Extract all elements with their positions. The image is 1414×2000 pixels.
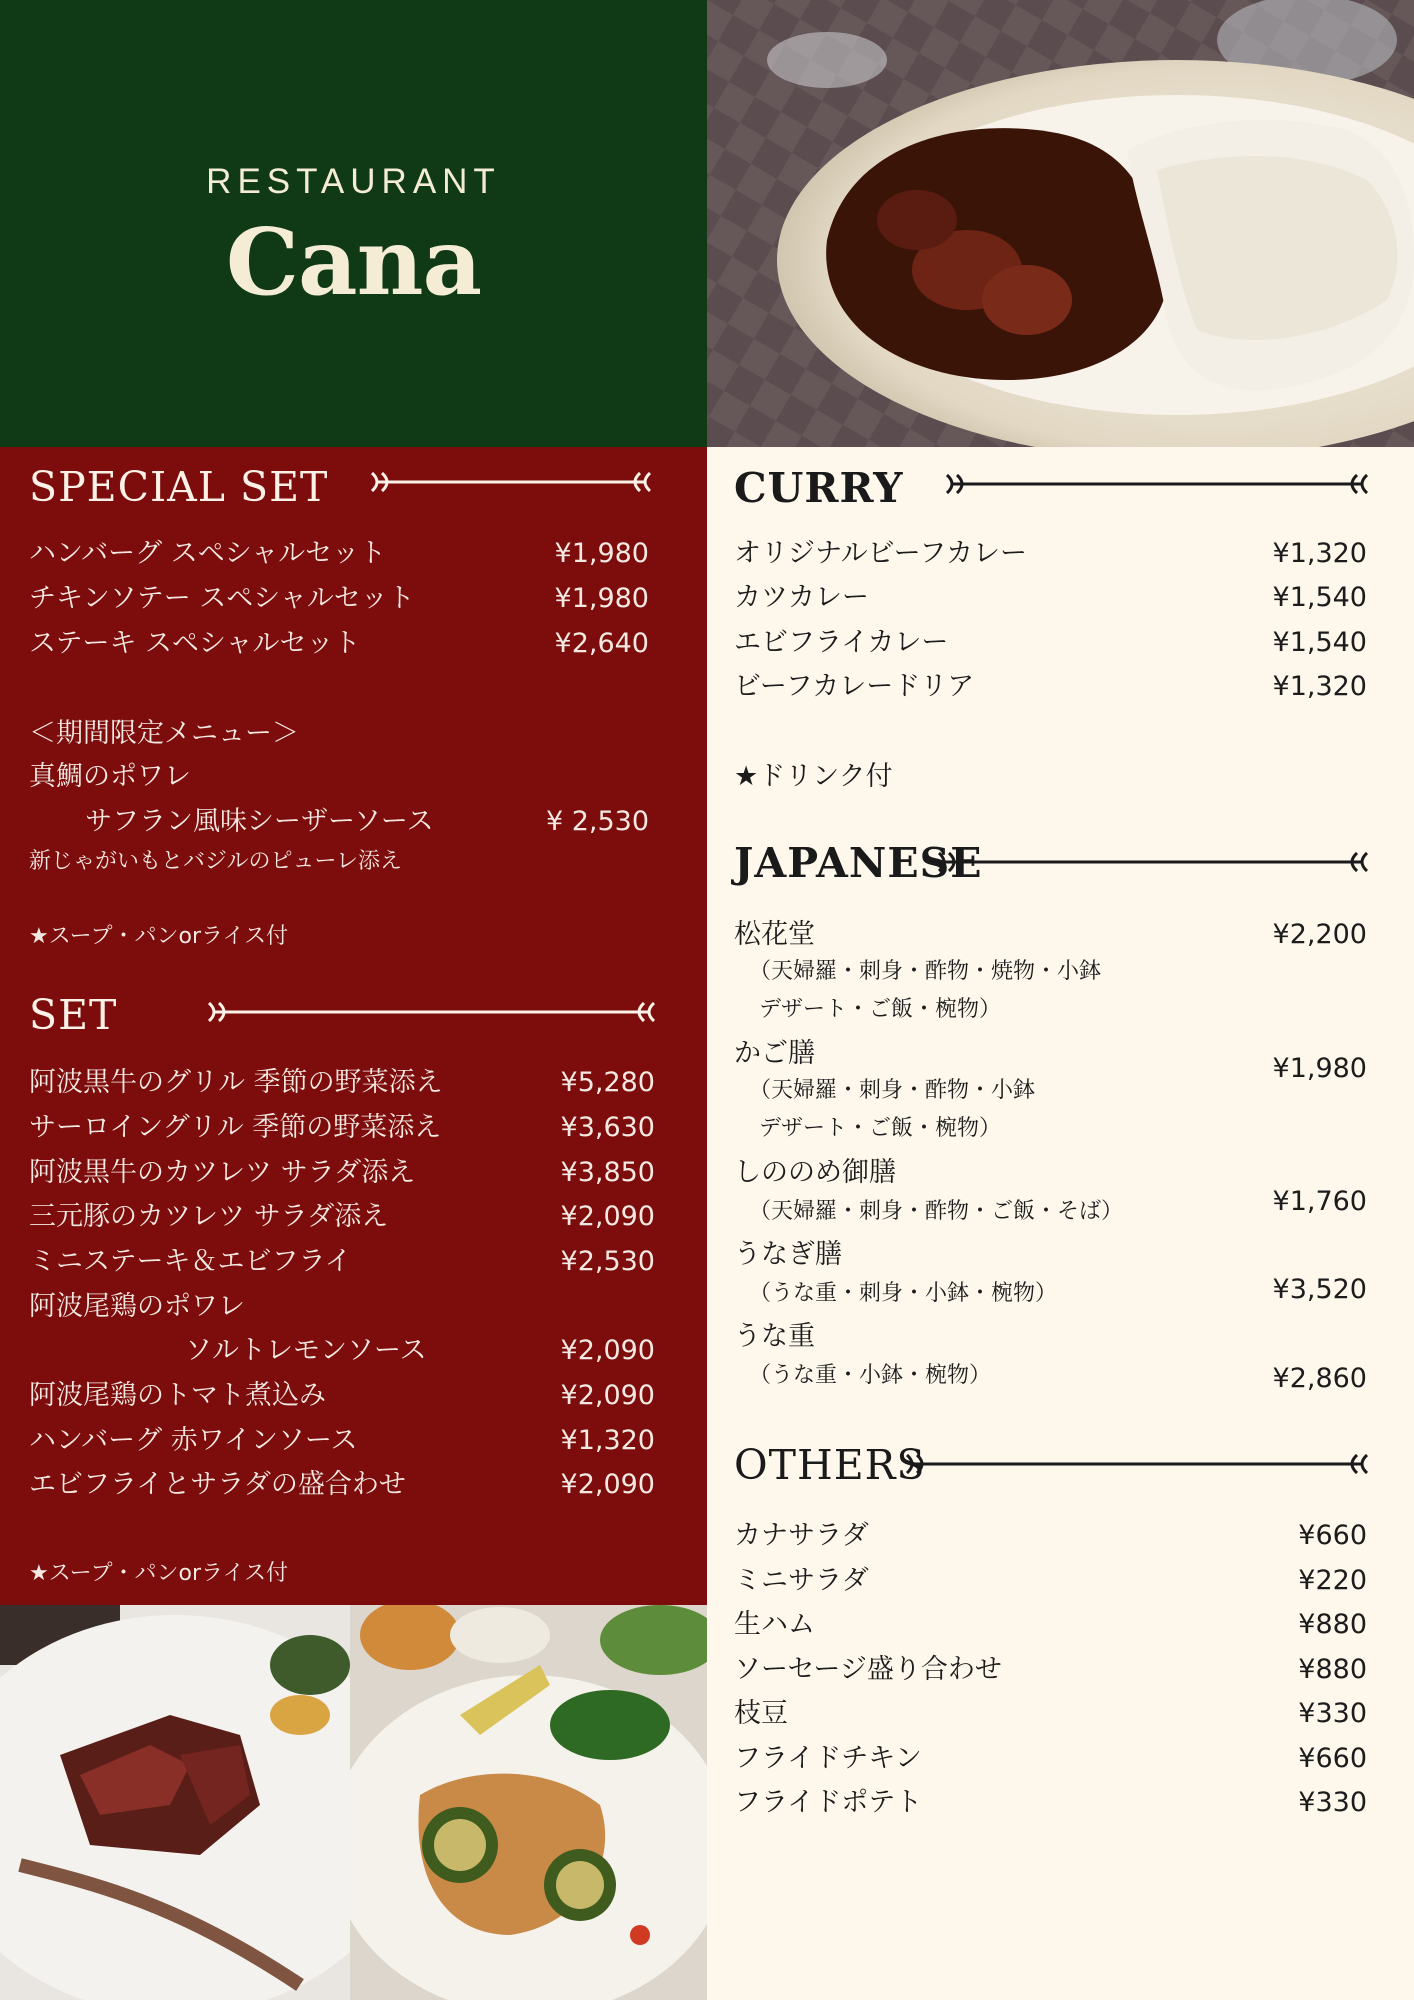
set-item-name: 三元豚のカツレツ サラダ添え: [29, 1201, 389, 1232]
japanese-item-price: ¥1,760: [1272, 1186, 1367, 1217]
others-item-name: ミニサラダ: [734, 1565, 869, 1596]
curry-item-price: ¥1,540: [1272, 582, 1367, 613]
limited-menu-name: 真鯛のポワレ: [29, 761, 191, 792]
curry-item-name: エビフライカレー: [734, 627, 949, 658]
japanese-item-price: ¥2,860: [1272, 1363, 1367, 1394]
set-item-price: ¥3,850: [560, 1157, 655, 1188]
others-item-price: ¥330: [1298, 1698, 1367, 1729]
curry-item-name: カツカレー: [734, 582, 869, 613]
set-flourish: [205, 995, 658, 1029]
japanese-item-name: かご膳: [734, 1038, 815, 1069]
others-item-name: 生ハム: [734, 1609, 815, 1640]
others-item-price: ¥880: [1298, 1654, 1367, 1685]
set-item-price: ¥2,090: [560, 1469, 655, 1500]
special-item-price: ¥1,980: [554, 583, 649, 614]
curry-item-name: オリジナルビーフカレー: [734, 538, 1027, 569]
japanese-item-price: ¥3,520: [1272, 1274, 1367, 1305]
others-item-price: ¥330: [1298, 1787, 1367, 1818]
japanese-item-description: （うな重・刺身・小鉢・椀物）: [749, 1281, 1058, 1306]
set-item-name: 阿波黒牛のカツレツ サラダ添え: [29, 1157, 416, 1188]
special-item-name: ステーキ スペシャルセット: [29, 628, 361, 659]
japanese-item-description: （天婦羅・刺身・酢物・小鉢: [749, 1078, 1036, 1103]
special-set-note: ★スープ・パンorライス付: [29, 924, 289, 949]
set-note: ★スープ・パンorライス付: [29, 1561, 289, 1586]
others-item-price: ¥660: [1298, 1520, 1367, 1551]
steak-photo: [0, 1605, 350, 2000]
japanese-item-name: 松花堂: [734, 919, 815, 950]
others-item-name: 枝豆: [734, 1698, 788, 1729]
others-item-price: ¥220: [1298, 1565, 1367, 1596]
set-item-price: ¥3,630: [560, 1112, 655, 1143]
special-set-flourish: [368, 465, 654, 499]
brand-logo-name: Cana: [225, 208, 482, 316]
japanese-item-price: ¥2,200: [1272, 919, 1367, 950]
japanese-item-name: うなぎ膳: [734, 1239, 842, 1270]
set-item-name: ハンバーグ 赤ワインソース: [29, 1425, 358, 1456]
japanese-item-name: しののめ御膳: [734, 1157, 896, 1188]
japanese-item-name: うな重: [734, 1321, 815, 1352]
set-item-name: ミニステーキ＆エビフライ: [29, 1246, 352, 1277]
set-item-sauce: ソルトレモンソース: [185, 1335, 427, 1366]
set-item-price: ¥2,090: [560, 1335, 655, 1366]
japanese-item-price: ¥1,980: [1272, 1053, 1367, 1084]
japanese-item-description: デザート・ご飯・椀物）: [759, 997, 1002, 1022]
set-item-name: エビフライとサラダの盛合わせ: [29, 1469, 406, 1500]
special-item-price: ¥2,640: [554, 628, 649, 659]
set-item-name: 阿波黒牛のグリル 季節の野菜添え: [29, 1067, 443, 1098]
special-item-name: チキンソテー スペシャルセット: [29, 583, 415, 614]
special-set-title: SPECIAL SET: [29, 463, 329, 511]
others-item-price: ¥880: [1298, 1609, 1367, 1640]
limited-menu-heading: ＜期間限定メニュー＞: [29, 718, 299, 749]
curry-flourish: [943, 467, 1371, 501]
set-item-price: ¥2,090: [560, 1201, 655, 1232]
set-item-price: ¥5,280: [560, 1067, 655, 1098]
curry-item-name: ビーフカレードリア: [734, 671, 975, 702]
special-item-price: ¥1,980: [554, 538, 649, 569]
japanese-title: JAPANESE: [734, 839, 983, 887]
set-item-name: 阿波尾鶏のポワレ: [29, 1291, 245, 1322]
set-item-price: ¥1,320: [560, 1425, 655, 1456]
set-item-name: サーロイングリル 季節の野菜添え: [29, 1112, 442, 1143]
brand-subtitle: RESTAURANT: [206, 162, 501, 201]
others-item-name: ソーセージ盛り合わせ: [734, 1654, 1002, 1685]
japanese-item-description: （天婦羅・刺身・酢物・焼物・小鉢: [749, 959, 1102, 984]
curry-item-price: ¥1,540: [1272, 627, 1367, 658]
others-item-name: フライドポテト: [734, 1787, 923, 1818]
japanese-flourish: [935, 845, 1371, 879]
chicken-photo: [350, 1605, 707, 2000]
curry-title: CURRY: [734, 464, 904, 512]
japanese-item-description: （天婦羅・刺身・酢物・ご飯・そば）: [749, 1199, 1124, 1224]
others-item-price: ¥660: [1298, 1743, 1367, 1774]
others-title: OTHERS: [734, 1441, 926, 1489]
set-item-name: 阿波尾鶏のトマト煮込み: [29, 1380, 326, 1411]
limited-menu-sauce: サフラン風味シーザーソース: [85, 806, 434, 837]
set-item-price: ¥2,530: [560, 1246, 655, 1277]
left-menu-panel: [0, 447, 707, 1605]
others-item-name: カナサラダ: [734, 1520, 869, 1551]
others-item-name: フライドチキン: [734, 1743, 922, 1774]
curry-item-price: ¥1,320: [1272, 538, 1367, 569]
special-item-name: ハンバーグ スペシャルセット: [29, 538, 387, 569]
others-flourish: [903, 1447, 1371, 1481]
curry-item-price: ¥1,320: [1272, 671, 1367, 702]
set-title: SET: [29, 991, 118, 1039]
japanese-item-description: （うな重・小鉢・椀物）: [749, 1363, 992, 1388]
limited-menu-description: 新じゃがいもとバジルのピューレ添え: [29, 849, 403, 874]
curry-photo: [707, 0, 1414, 447]
set-item-price: ¥2,090: [560, 1380, 655, 1411]
limited-menu-price: ¥ 2,530: [545, 806, 649, 837]
japanese-item-description: デザート・ご飯・椀物）: [759, 1116, 1002, 1141]
right-menu-panel: [707, 447, 1414, 2000]
curry-note: ★ドリンク付: [734, 761, 893, 792]
brand-header: [0, 0, 707, 447]
